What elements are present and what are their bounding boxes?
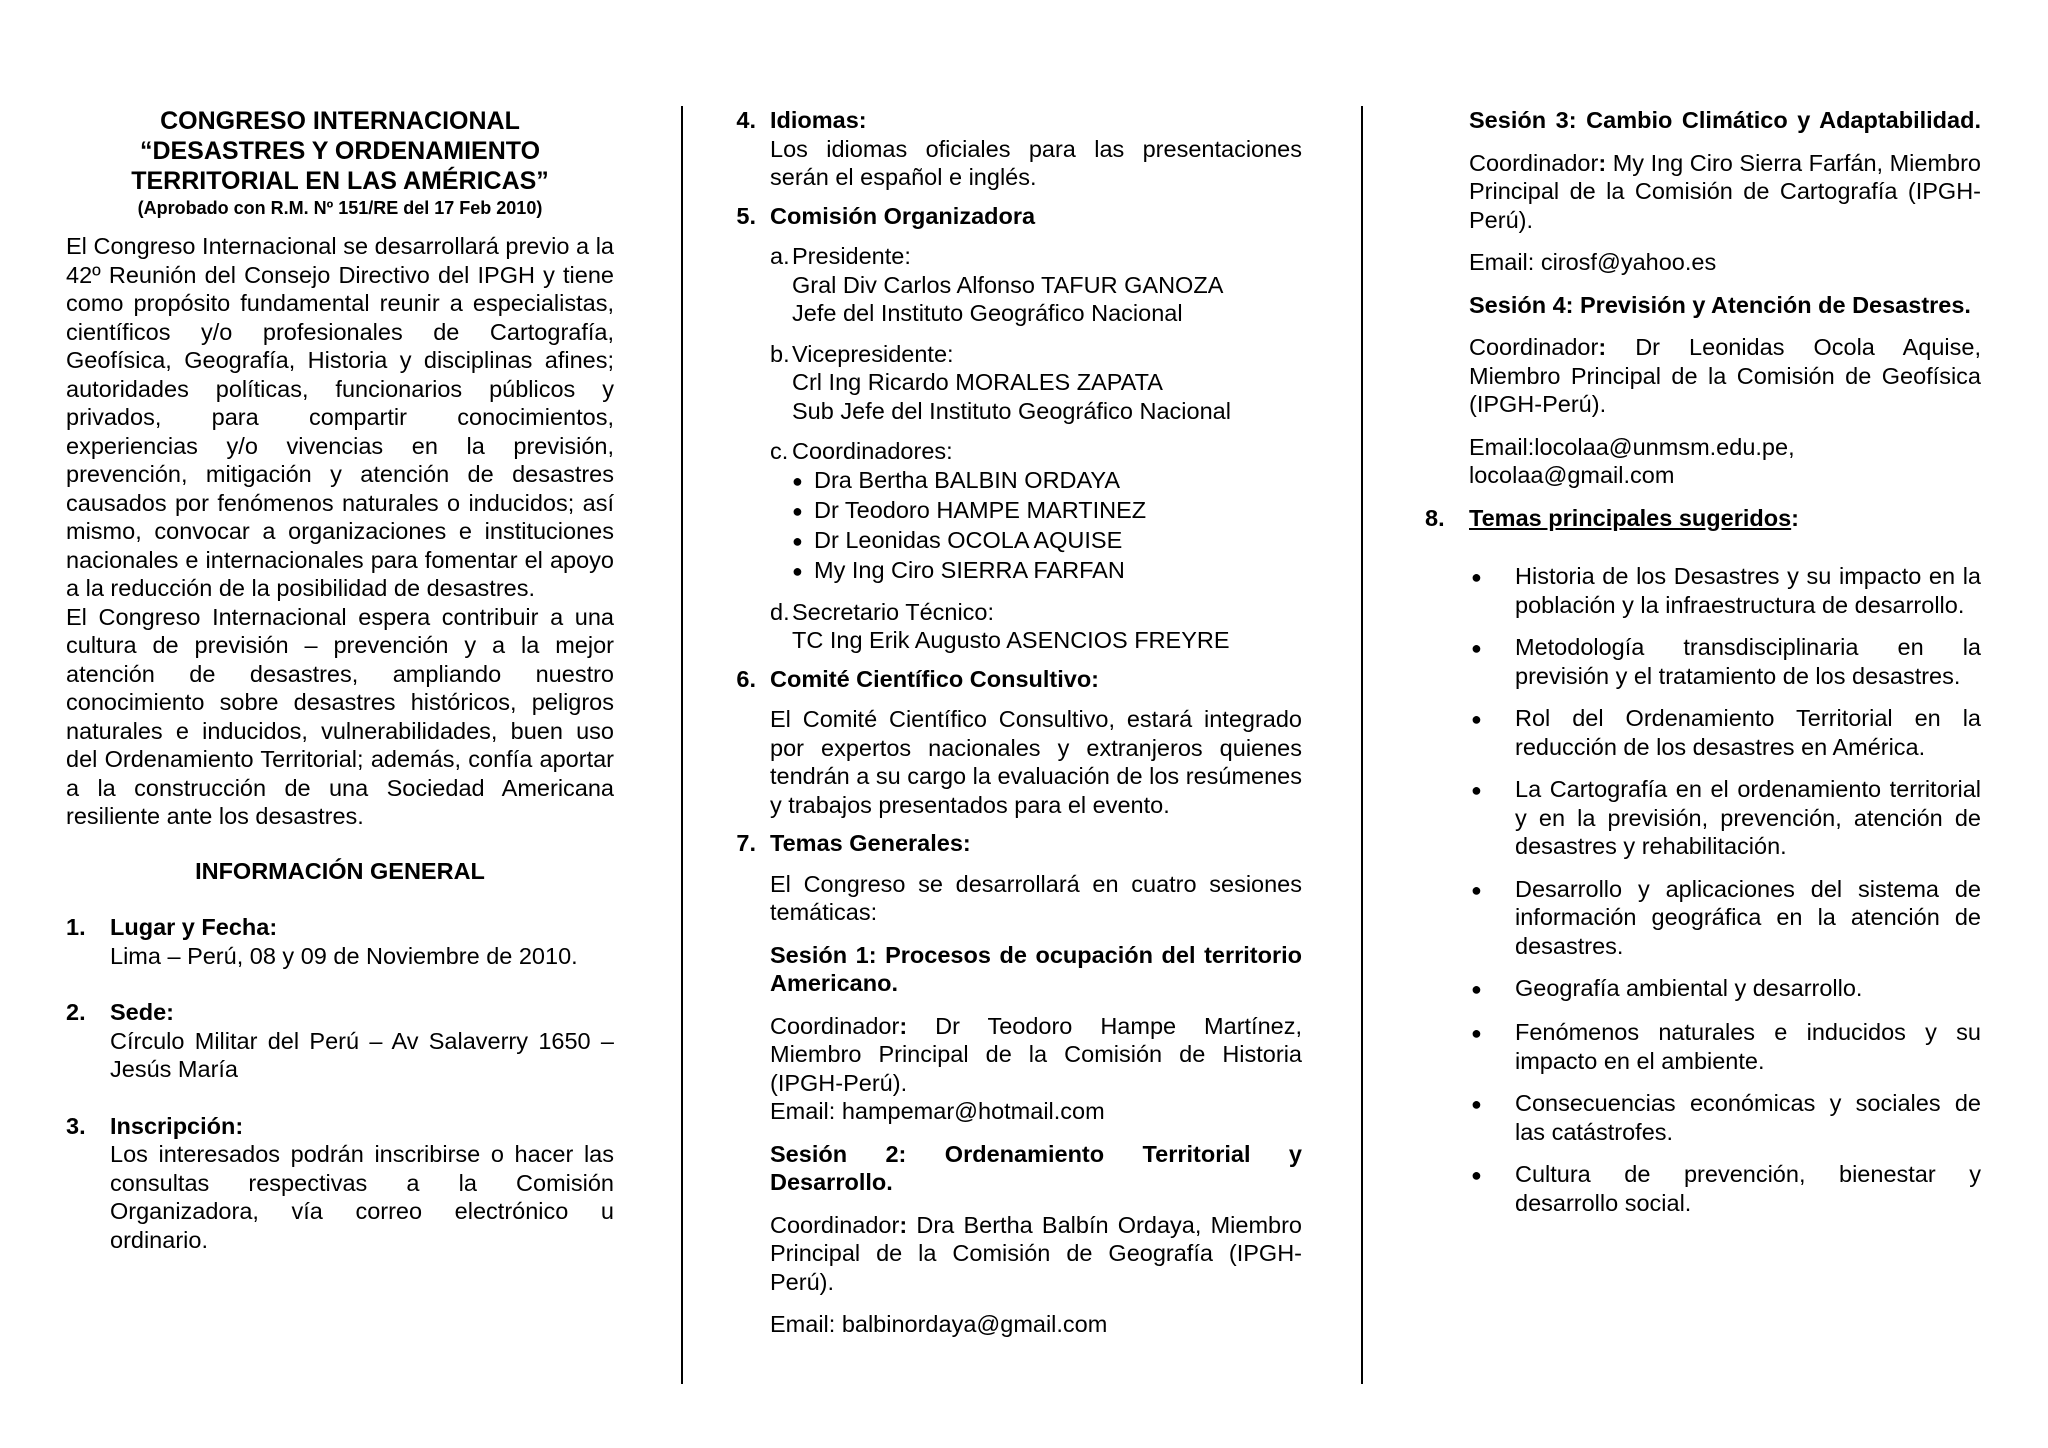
bullet-icon: ● [1471, 709, 1482, 729]
column-3 [1425, 106, 1981, 1231]
topic-text: Rol del Ordenamiento Territorial en la reducción de los desastres en América. [1515, 705, 1981, 760]
person-name: Gral Div Carlos Alfonso TAFUR GANOZA [792, 271, 1224, 298]
info-item-general-topics [736, 829, 1302, 1339]
item-number: 8. [1425, 504, 1445, 531]
item-label: Sede: [110, 999, 174, 1025]
intro-paragraph-1: El Congreso Internacional se desarrollará previo a la 42º Reunión del Consejo Directivo del IPGH y tiene como propósito fundamental reunir a especialistas, científicos y/o profesionales de Cartografía, Geofísica, Geografía, Historia y disciplinas afines; autoridades políticas, funcionarios públicos y privados, para compartir conocimientos, experiencias y/o vivencias en la previsión, prevención, mitigación y atención de desastres causados por fenómenos naturales o inducidos; así mismo, convocar a organizaciones e instituciones nacionales e internacionales para fomentar el apoyo a la reducción de la posibilidad de desastres. [66, 233, 614, 601]
list-item [1469, 704, 1981, 761]
info-item-venue-date [66, 913, 614, 970]
item-number: 4. [736, 107, 756, 133]
bullet-icon: ● [1471, 1094, 1482, 1114]
topic-text: Desarrollo y aplicaciones del sistema de información geográfica en la atención de desastres. [1515, 875, 1981, 959]
person-role: Sub Jefe del Instituto Geográfico Nacional [792, 397, 1231, 424]
coordinator-label: Coordinador [770, 1211, 900, 1238]
sub-letter: a. [770, 243, 790, 269]
list-item [1469, 1160, 1981, 1217]
topic-text: Fenómenos naturales e inducidos y su impacto en el ambiente. [1515, 1019, 1981, 1074]
item-label: Temas principales sugeridos: [1469, 504, 1799, 531]
committee-secretary [770, 598, 1302, 655]
session-4-title: Sesión 4: Previsión y Atención de Desastres. [1469, 291, 1971, 318]
document-title [66, 106, 614, 196]
item-label: Idiomas: [770, 107, 867, 133]
topic-text: La Cartografía en el ordenamiento territorial y en la previsión, prevención, atención de desastres y rehabilitación. [1515, 776, 1981, 859]
list-item [792, 526, 1302, 556]
coordinator-label: Coordinador [1469, 334, 1599, 360]
committee-vice-president [770, 340, 1302, 426]
coordinator-label: Coordinador [770, 1012, 900, 1039]
title-line-2: “DESASTRES Y ORDENAMIENTO [139, 137, 541, 165]
item-text: Círculo Militar del Perú – Av Salaverry 1650 – Jesús María [110, 1027, 614, 1082]
item-number: 7. [736, 830, 756, 856]
bullet-icon: ● [1471, 879, 1482, 900]
list-item [1469, 633, 1981, 690]
committee-president [770, 242, 1302, 328]
list-item [1469, 562, 1981, 619]
info-item-registration [66, 1112, 614, 1255]
item-label: Comisión Organizadora [770, 202, 1036, 229]
bullet-icon: ● [1471, 638, 1482, 658]
list-item [1469, 1018, 1981, 1075]
sub-letter: b. [770, 340, 790, 367]
column-1 [66, 106, 614, 1282]
list-item [792, 466, 1302, 496]
list-item [1469, 875, 1981, 961]
email-line: locolaa@gmail.com [1469, 462, 1675, 488]
bullet-icon: ● [1471, 567, 1482, 587]
coordinator-text: Dr Teodoro Hampe Martínez, Miembro Principal de la Comisión de Historia (IPGH-Perú). [770, 1012, 1302, 1096]
title-line-3: TERRITORIAL EN LAS AMÉRICAS” [131, 167, 549, 195]
bullet-icon: ● [1471, 1165, 1482, 1185]
coordinator-name: Dr Teodoro HAMPE MARTINEZ [814, 496, 1147, 523]
item-number: 2. [66, 999, 86, 1025]
list-item [1469, 974, 1981, 1004]
list-item [1469, 775, 1981, 861]
item-label: Inscripción: [110, 1112, 244, 1139]
person-name: Crl Ing Ricardo MORALES ZAPATA [792, 369, 1163, 395]
coordinator-name: Dra Bertha BALBIN ORDAYA [814, 466, 1121, 493]
topic-text: Cultura de prevención, bienestar y desarrollo social. [1515, 1161, 1981, 1216]
intro-paragraph-2: El Congreso Internacional espera contribuir a una cultura de previsión – prevención y a la mejor atención de desastres, ampliando nuestro conocimiento sobre desastres históricos, peligros naturales e inducidos, vulnerabilidades, buen uso del Ordenamiento Territorial; además, confía aportar a la construcción de una Sociedad Americana resiliente ante los desastres. [66, 603, 614, 829]
coordinator-name: Dr Leonidas OCOLA AQUISE [814, 526, 1123, 553]
sub-letter: d. [770, 598, 790, 625]
info-item-languages [736, 106, 1302, 192]
sub-label: Secretario Técnico: [792, 598, 995, 625]
topic-list [1469, 562, 1981, 1217]
coordinator-text: Dra Bertha Balbín Ordaya, Miembro Principal de la Comisión de Geografía (IPGH-Perú). [770, 1211, 1302, 1295]
session-1-title: Sesión 1: Procesos de ocupación del territorio Americano. [770, 941, 1302, 996]
item-text: Lima – Perú, 08 y 09 de Noviembre de 2010. [110, 942, 578, 969]
list-item [792, 496, 1302, 526]
coordinator-text: Dr Leonidas Ocola Aquise, Miembro Principal de la Comisión de Geofísica (IPGH-Perú). [1469, 334, 1981, 417]
coordinator-list [792, 466, 1302, 586]
item-text: El Comité Científico Consultivo, estará integrado por expertos nacionales y extranjeros quienes tendrán a su cargo la evaluación de los resúmenes y trabajos presentados para el evento. [770, 706, 1302, 818]
bullet-icon: ● [792, 530, 803, 551]
session-4-email [1469, 433, 1981, 490]
list-item [792, 556, 1302, 586]
topic-text: Metodología transdisciplinaria en la previsión y el tratamiento de los desastres. [1515, 634, 1981, 689]
info-item-scientific-committee [736, 665, 1302, 820]
bullet-icon: ● [1471, 1023, 1482, 1043]
session-2-coordinator: Coordinador: Dra Bertha Balbín Ordaya, Miembro Principal de la Comisión de Geografía (IPGH-Perú). [770, 1211, 1302, 1295]
coordinator-label: Coordinador [1469, 149, 1599, 176]
item-text: El Congreso se desarrollará en cuatro sesiones temáticas: [770, 870, 1302, 925]
item-number: 1. [66, 914, 86, 940]
bullet-icon: ● [1471, 979, 1482, 999]
person-name: TC Ing Erik Augusto ASENCIOS FREYRE [792, 627, 1230, 653]
column-2 [736, 106, 1302, 1349]
item-label: Lugar y Fecha: [110, 914, 278, 940]
bullet-icon: ● [792, 500, 803, 521]
session-4-coordinator: Coordinador: Dr Leonidas Ocola Aquise, Miembro Principal de la Comisión de Geofísica (IPGH-Perú). [1469, 334, 1981, 417]
info-item-suggested-topics [1425, 504, 1981, 1232]
email-line: Email:locolaa@unmsm.edu.pe, [1469, 433, 1795, 460]
item-number: 5. [736, 202, 756, 229]
list-item [1469, 1089, 1981, 1146]
session-1-coordinator: Coordinador: Dr Teodoro Hampe Martínez, Miembro Principal de la Comisión de Historia (IPGH-Perú). Email: hampemar@hotmail.com [770, 1012, 1302, 1124]
session-3-coordinator: Coordinador: My Ing Ciro Sierra Farfán, Miembro Principal de la Comisión de Cartografía (IPGH-Perú). [1469, 149, 1981, 233]
item-label: Comité Científico Consultivo: [770, 665, 1099, 692]
section-heading: INFORMACIÓN GENERAL [195, 857, 485, 884]
item-label: Temas Generales: [770, 830, 971, 856]
item-number: 6. [736, 665, 756, 692]
item-label-text: Temas principales sugeridos [1469, 504, 1792, 531]
session-2-title: Sesión 2: Ordenamiento Territorial y Desarrollo. [770, 1140, 1302, 1195]
approval-note: (Aprobado con R.M. Nº 151/RE del 17 Feb 2010) [137, 198, 543, 218]
column-divider-right [1361, 106, 1363, 1384]
sub-label: Presidente: [792, 243, 911, 269]
bullet-icon: ● [792, 560, 803, 581]
info-item-organizing-committee [736, 202, 1302, 655]
session-3-email: Email: cirosf@yahoo.es [1469, 249, 1717, 275]
column-divider-left [681, 106, 683, 1384]
item-text: Los idiomas oficiales para las presentaciones serán el español e inglés. [770, 135, 1302, 190]
coordinator-text: My Ing Ciro Sierra Farfán, Miembro Principal de la Comisión de Cartografía (IPGH-Perú). [1469, 149, 1981, 233]
bullet-icon: ● [792, 470, 803, 491]
sub-label: Coordinadores: [792, 438, 953, 464]
info-item-location [66, 998, 614, 1084]
session-1-email: Email: hampemar@hotmail.com [770, 1098, 1105, 1124]
topic-text: Geografía ambiental y desarrollo. [1515, 975, 1863, 1001]
session-2-email: Email: balbinordaya@gmail.com [770, 1311, 1108, 1337]
sub-letter: c. [770, 438, 789, 464]
coordinator-name: My Ing Ciro SIERRA FARFAN [814, 556, 1125, 583]
item-number: 3. [66, 1112, 86, 1139]
session-3-title: Sesión 3: Cambio Climático y Adaptabilidad. [1469, 107, 1981, 133]
committee-coordinators [770, 437, 1302, 586]
topic-text: Consecuencias económicas y sociales de las catástrofes. [1515, 1090, 1981, 1145]
item-text: Los interesados podrán inscribirse o hacer las consultas respectivas a la Comisión Organizadora, vía correo electrónico u ordinario. [110, 1141, 614, 1253]
topic-text: Historia de los Desastres y su impacto en la población y la infraestructura de desarrollo. [1515, 563, 1981, 618]
bullet-icon: ● [1471, 780, 1482, 800]
sub-label: Vicepresidente: [792, 340, 954, 367]
title-line-1: CONGRESO INTERNACIONAL [160, 107, 520, 135]
person-role: Jefe del Instituto Geográfico Nacional [792, 300, 1183, 326]
